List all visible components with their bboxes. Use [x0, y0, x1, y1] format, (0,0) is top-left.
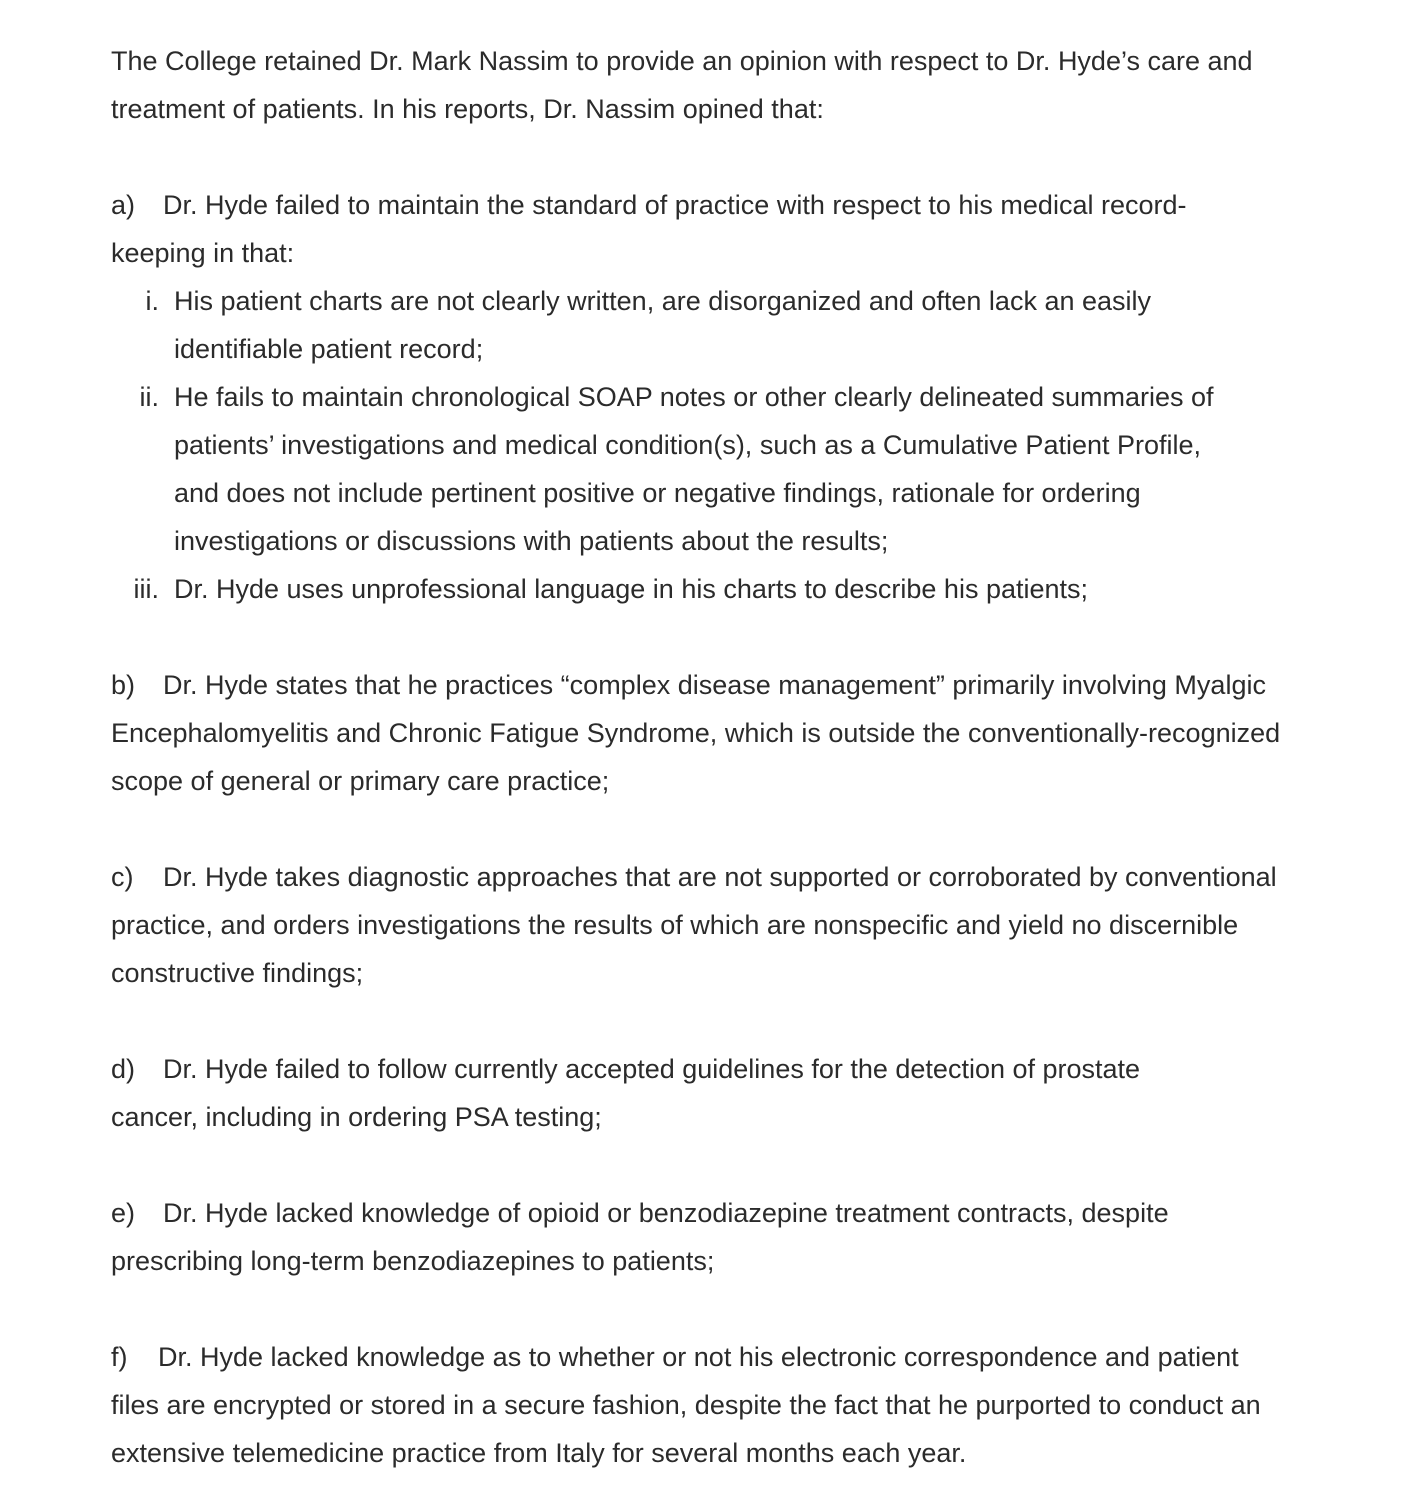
item-text: Dr. Hyde takes diagnostic approaches that are not supported or corroborated by conventional practice, and orders investigations the results of which are nonspecific and yield no discernible constructive findings;	[111, 862, 1277, 988]
item-label: c)	[111, 862, 134, 892]
sub-item-label: ii.	[139, 382, 159, 412]
item-label: f)	[111, 1342, 128, 1372]
list-item-f	[111, 1333, 1271, 1477]
item-text: Dr. Hyde failed to maintain the standard of practice with respect to his medical record-keeping in that:	[111, 190, 1187, 268]
intro-paragraph: The College retained Dr. Mark Nassim to provide an opinion with respect to Dr. Hyde’s care and treatment of patients. In his reports, Dr. Nassim opined that:	[111, 46, 1253, 124]
sub-list	[111, 277, 1331, 613]
spacer	[111, 805, 1331, 853]
sub-item-label: iii.	[133, 574, 159, 604]
document-body	[111, 37, 1331, 1477]
item-text: Dr. Hyde failed to follow currently accepted guidelines for the detection of prostate cancer, including in ordering PSA testing;	[111, 1054, 1141, 1132]
spacer	[111, 997, 1331, 1045]
list-item-b	[111, 661, 1301, 805]
list-item-d	[111, 1045, 1211, 1141]
sub-item-ii	[111, 373, 1234, 565]
sub-item-text: His patient charts are not clearly written, are disorganized and often lack an easily identifiable patient record;	[174, 286, 1152, 364]
list-item-e	[111, 1189, 1231, 1285]
item-label: d)	[111, 1054, 136, 1084]
list-item-c	[111, 853, 1331, 997]
item-label: b)	[111, 670, 136, 700]
spacer	[111, 1285, 1331, 1333]
spacer	[111, 613, 1331, 661]
list-item-a	[111, 181, 1251, 277]
item-text: Dr. Hyde lacked knowledge as to whether or not his electronic correspondence and patient files are encrypted or stored in a secure fashion, despite the fact that he purported to conduct an extensive telemedicine practice from Italy for several months each year.	[111, 1342, 1261, 1468]
sub-item-text: He fails to maintain chronological SOAP notes or other clearly delineated summaries of patients’ investigations and medical condition(s), such as a Cumulative Patient Profile, and does not include pertinent positive or negative findings, rationale for ordering investigations or discussions with patients about the results;	[174, 382, 1214, 556]
item-text: Dr. Hyde states that he practices “complex disease management” primarily involving Myalgic Encephalomyelitis and Chronic Fatigue Syndrome, which is outside the conventionally-recognized scope of general or primary care practice;	[111, 670, 1281, 796]
item-label: a)	[111, 190, 136, 220]
sub-item-label: i.	[145, 286, 159, 316]
item-label: e)	[111, 1198, 136, 1228]
spacer	[111, 133, 1331, 181]
spacer	[111, 1141, 1331, 1189]
item-text: Dr. Hyde lacked knowledge of opioid or benzodiazepine treatment contracts, despite prescribing long-term benzodiazepines to patients;	[111, 1198, 1169, 1276]
sub-item-i	[111, 277, 1234, 373]
sub-item-text: Dr. Hyde uses unprofessional language in his charts to describe his patients;	[174, 574, 1089, 604]
sub-item-iii	[111, 565, 1234, 613]
